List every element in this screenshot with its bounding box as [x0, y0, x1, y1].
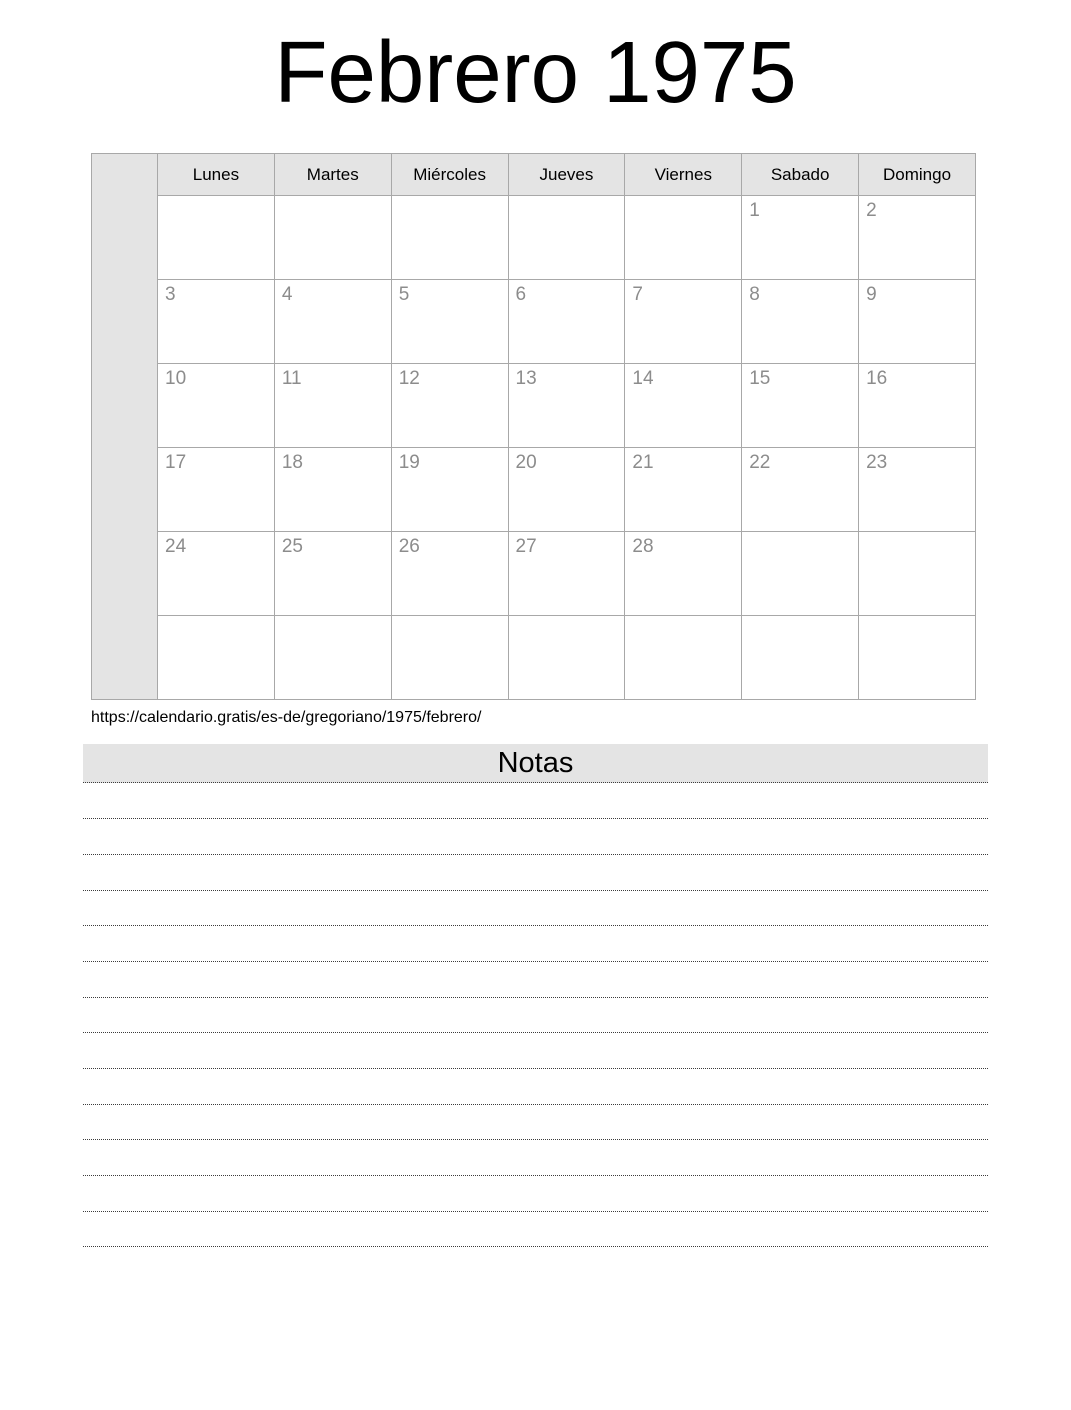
- note-line: [83, 1033, 988, 1069]
- calendar-day-cell: 21: [625, 448, 742, 532]
- calendar-empty-cell: [742, 532, 859, 616]
- notes-section: [83, 744, 988, 1247]
- calendar-day-cell: 12: [391, 364, 508, 448]
- calendar-week-row: [92, 196, 976, 280]
- note-line: [83, 1140, 988, 1176]
- weekday-header-miercoles: Miércoles: [391, 154, 508, 196]
- calendar-day-cell: 28: [625, 532, 742, 616]
- note-line: [83, 1105, 988, 1141]
- note-line: [83, 819, 988, 855]
- note-line: [83, 855, 988, 891]
- calendar-day-cell: 3: [158, 280, 275, 364]
- calendar-empty-cell: [158, 616, 275, 700]
- calendar-day-cell: 6: [508, 280, 625, 364]
- note-line: [83, 1069, 988, 1105]
- calendar-day-cell: 24: [158, 532, 275, 616]
- note-line: [83, 998, 988, 1034]
- page-title: Febrero 1975: [274, 24, 797, 121]
- calendar-day-cell: 15: [742, 364, 859, 448]
- weekday-header-martes: Martes: [274, 154, 391, 196]
- calendar-week-row: [92, 364, 976, 448]
- calendar-empty-cell: [274, 196, 391, 280]
- calendar-day-cell: 22: [742, 448, 859, 532]
- calendar-week-row: [92, 280, 976, 364]
- note-line: [83, 1212, 988, 1248]
- calendar-day-cell: 20: [508, 448, 625, 532]
- note-line: [83, 891, 988, 927]
- weekday-header-lunes: Lunes: [158, 154, 275, 196]
- calendar-empty-cell: [158, 196, 275, 280]
- weekday-header-jueves: Jueves: [508, 154, 625, 196]
- calendar-day-cell: 18: [274, 448, 391, 532]
- calendar-day-cell: 27: [508, 532, 625, 616]
- note-line: [83, 783, 988, 819]
- calendar-empty-cell: [859, 616, 976, 700]
- calendar-empty-cell: [625, 196, 742, 280]
- calendar-day-cell: 8: [742, 280, 859, 364]
- notes-title: Notas: [83, 744, 988, 783]
- calendar-table: [91, 153, 976, 700]
- calendar-week-row: [92, 616, 976, 700]
- calendar-day-cell: 11: [274, 364, 391, 448]
- calendar-empty-cell: [859, 532, 976, 616]
- calendar-day-cell: 19: [391, 448, 508, 532]
- calendar-empty-cell: [508, 196, 625, 280]
- calendar-week-row: [92, 448, 976, 532]
- calendar-empty-cell: [508, 616, 625, 700]
- calendar-empty-cell: [391, 196, 508, 280]
- calendar-day-cell: 1: [742, 196, 859, 280]
- source-url-link[interactable]: https://calendario.gratis/es-de/gregoriano/1975/febrero/: [91, 709, 482, 727]
- note-line: [83, 962, 988, 998]
- calendar-header-row: [92, 154, 976, 196]
- calendar-day-cell: 7: [625, 280, 742, 364]
- calendar-empty-cell: [274, 616, 391, 700]
- calendar-empty-cell: [742, 616, 859, 700]
- calendar-side-column: [92, 154, 158, 700]
- calendar-day-cell: 4: [274, 280, 391, 364]
- weekday-header-sabado: Sabado: [742, 154, 859, 196]
- calendar-day-cell: 26: [391, 532, 508, 616]
- note-line: [83, 1176, 988, 1212]
- calendar-day-cell: 23: [859, 448, 976, 532]
- calendar-day-cell: 9: [859, 280, 976, 364]
- calendar-day-cell: 2: [859, 196, 976, 280]
- calendar-week-row: [92, 532, 976, 616]
- calendar-day-cell: 16: [859, 364, 976, 448]
- calendar-day-cell: 25: [274, 532, 391, 616]
- weekday-header-viernes: Viernes: [625, 154, 742, 196]
- calendar: [91, 153, 1071, 700]
- calendar-empty-cell: [625, 616, 742, 700]
- calendar-empty-cell: [391, 616, 508, 700]
- calendar-day-cell: 10: [158, 364, 275, 448]
- weekday-header-domingo: Domingo: [859, 154, 976, 196]
- calendar-day-cell: 5: [391, 280, 508, 364]
- calendar-day-cell: 17: [158, 448, 275, 532]
- calendar-day-cell: 14: [625, 364, 742, 448]
- calendar-day-cell: 13: [508, 364, 625, 448]
- notes-lines-area: [83, 783, 988, 1247]
- note-line: [83, 926, 988, 962]
